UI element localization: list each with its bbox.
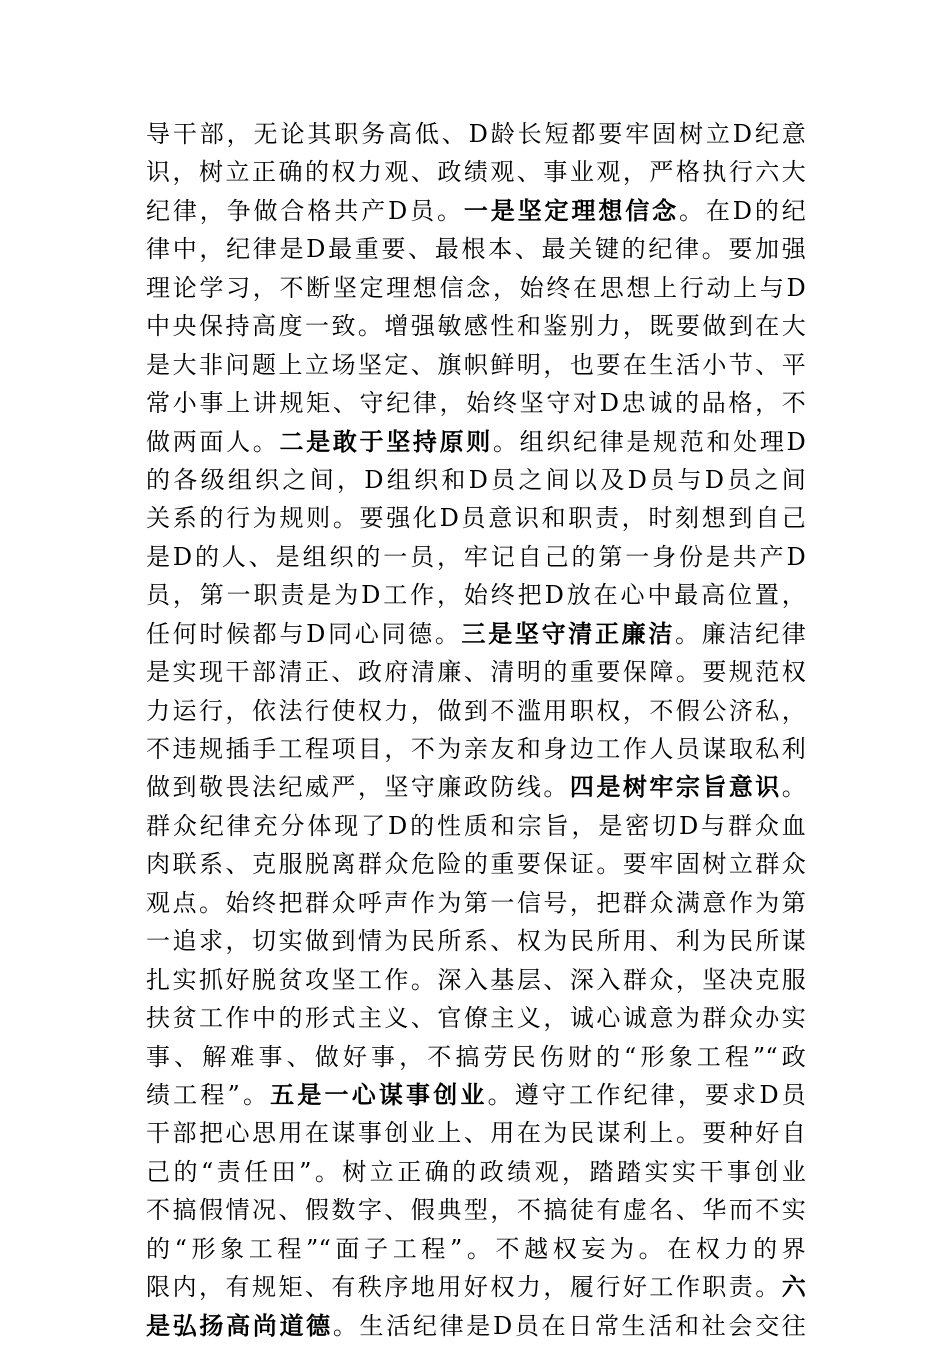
body-text-segment: 。廉洁纪律: [675, 619, 806, 648]
body-text-segment: 是大非问题上立场坚定、旗帜鲜明，也要在生活小节、平: [146, 350, 806, 379]
body-text-segment: 纪律，争做合格共产D员。: [146, 196, 464, 225]
text-line: [146, 1153, 806, 1191]
bold-heading-phrase: 三是坚守清正廉洁: [461, 619, 676, 648]
text-line: [146, 461, 806, 499]
text-line: [146, 1076, 806, 1114]
text-line: [146, 845, 806, 883]
bold-heading-phrase: 二是敢于坚持原则: [279, 427, 493, 456]
body-text-segment: 导干部，无论其职务高低、D龄长短都要牢固树立D纪意: [146, 120, 806, 148]
body-text-segment: 力运行，依法行使权力，做到不滥用职权，不假公济私，: [146, 696, 806, 725]
body-text-segment: 不搞假情况、假数字、假典型，不搞徒有虚名、华而不实: [146, 1196, 806, 1225]
text-line: [146, 307, 806, 345]
text-line: [146, 807, 806, 845]
body-text-segment: 扎实抓好脱贫攻坚工作。深入基层、深入群众，坚决克服: [146, 965, 806, 994]
body-text-segment: 是实现干部清正、政府清廉、清明的重要保障。要规范权: [146, 658, 806, 687]
body-text-segment: 的各级组织之间，D组织和D员之间以及D员与D员之间: [146, 465, 806, 494]
text-line: [146, 1268, 806, 1306]
text-line: [146, 115, 806, 153]
body-text-segment: 扶贫工作中的形式主义、官僚主义，诚心诚意为群众办实: [146, 1004, 806, 1033]
body-text-segment: 。遵守工作纪律，要求D员: [487, 1080, 806, 1109]
body-text-segment: 任何时候都与D同心同德。: [146, 619, 462, 648]
body-text-segment: 律中，纪律是D最重要、最根本、最关键的纪律。要加强: [146, 235, 806, 264]
body-text-segment: 观点。始终把群众呼声作为第一信号，把群众满意作为第: [146, 888, 806, 917]
body-text-segment: 。在D的纪: [679, 196, 806, 225]
text-line: [146, 653, 806, 691]
body-text-segment: 理论学习，不断坚定理想信念，始终在思想上行动上与D: [146, 273, 806, 302]
body-text-segment: 做到敬畏法纪威严，坚守廉政防线。: [146, 773, 570, 802]
body-text-segment: 中央保持高度一致。增强敏感性和鉴别力，既要做到在大: [146, 312, 806, 341]
bold-heading-phrase: 一是坚定理想信念: [463, 196, 679, 225]
text-line: [146, 922, 806, 960]
body-text-segment: 识，树立正确的权力观、政绩观、事业观，严格执行六大: [146, 158, 806, 187]
text-line: [146, 1230, 806, 1268]
body-text-segment: 。: [781, 773, 806, 802]
text-line: [146, 423, 806, 461]
body-text-segment: 绩工程”。: [146, 1080, 271, 1109]
text-line: [146, 346, 806, 384]
text-line: [146, 692, 806, 730]
text-line: [146, 269, 806, 307]
bold-heading-phrase: 是弘扬高尚道德: [146, 1311, 333, 1340]
body-text-segment: 常小事上讲规矩、守纪律，始终坚守对D忠诚的品格，不: [146, 389, 806, 418]
bold-heading-phrase: 六: [781, 1273, 806, 1302]
body-text-segment: 己的“责任田”。树立正确的政绩观，踏踏实实干事创业: [146, 1157, 806, 1186]
text-line: [146, 230, 806, 268]
text-line: [146, 538, 806, 576]
body-text-segment: 是D的人、是组织的一员，牢记自己的第一身份是共产D: [146, 542, 806, 571]
body-text-segment: 肉联系、克服脱离群众危险的重要保证。要牢固树立群众: [146, 850, 806, 879]
body-text-segment: 事、解难事、做好事，不搞劳民伤财的“形象工程”“政: [146, 1042, 806, 1071]
body-text-segment: 。组织纪律是规范和处理D: [492, 427, 806, 456]
text-line: [146, 615, 806, 653]
text-line: [146, 884, 806, 922]
body-text-segment: 一追求，切实做到情为民所系、权为民所用、利为民所谋: [146, 927, 806, 956]
text-line: [146, 1038, 806, 1076]
body-text-segment: 关系的行为规则。要强化D员意识和职责，时刻想到自己: [146, 504, 806, 533]
document-body-text: [146, 115, 806, 1345]
text-line: [146, 1191, 806, 1229]
text-line: [146, 730, 806, 768]
body-text-segment: 的“形象工程”“面子工程”。不越权妄为。在权力的界: [146, 1234, 806, 1263]
text-line: [146, 1307, 806, 1345]
body-text-segment: 干部把心思用在谋事创业上、用在为民谋利上。要种好自: [146, 1119, 806, 1148]
text-line: [146, 961, 806, 999]
bold-heading-phrase: 五是一心谋事创业: [270, 1080, 488, 1109]
text-line: [146, 499, 806, 537]
body-text-segment: 。生活纪律是D员在日常生活和社会交往: [332, 1311, 806, 1340]
body-text-segment: 限内，有规矩、有秩序地用好权力，履行好工作职责。: [146, 1273, 782, 1302]
text-line: [146, 153, 806, 191]
body-text-segment: 不违规插手工程项目，不为亲友和身边工作人员谋取私利: [146, 735, 806, 763]
body-text-segment: 做两面人。: [146, 427, 280, 456]
body-text-segment: 员，第一职责是为D工作，始终把D放在心中最高位置，: [146, 581, 806, 610]
text-line: [146, 192, 806, 230]
text-line: [146, 999, 806, 1037]
text-line: [146, 768, 806, 806]
text-line: [146, 1114, 806, 1152]
text-line: [146, 576, 806, 614]
body-text-segment: 群众纪律充分体现了D的性质和宗旨，是密切D与群众血: [146, 811, 806, 840]
bold-heading-phrase: 四是树牢宗旨意识: [569, 773, 782, 802]
text-line: [146, 384, 806, 422]
